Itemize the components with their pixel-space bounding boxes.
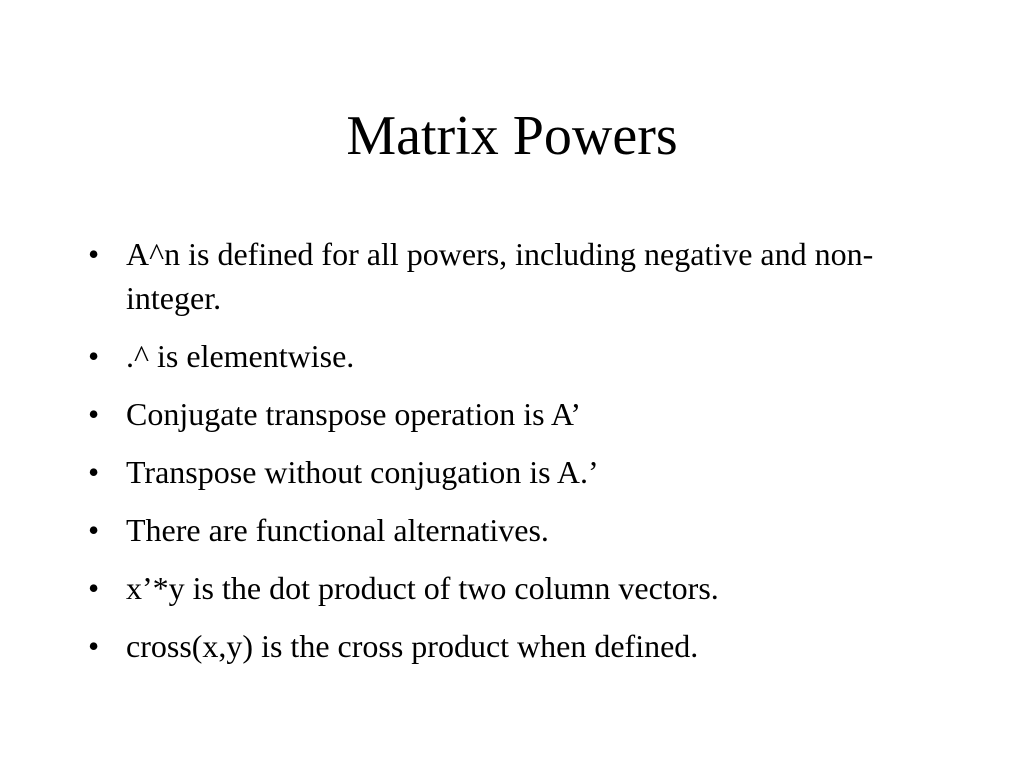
bullet-item-7 xyxy=(88,624,938,668)
bullet-text: There are functional alternatives. xyxy=(126,512,549,548)
bullet-item-1 xyxy=(88,232,938,320)
bullet-item-2 xyxy=(88,334,938,378)
bullet-icon: • xyxy=(88,396,100,432)
bullet-text: cross(x,y) is the cross product when defined. xyxy=(126,628,699,664)
bullet-text: .^ is elementwise. xyxy=(126,338,355,374)
bullet-icon: • xyxy=(88,628,100,664)
bullet-text: A^n is defined for all powers, including negative and non-integer. xyxy=(126,236,874,316)
bullet-icon: • xyxy=(88,338,100,374)
bullet-text: Conjugate transpose operation is A’ xyxy=(126,396,582,432)
bullet-icon: • xyxy=(88,512,100,548)
bullet-text: x’*y is the dot product of two column vectors. xyxy=(126,570,719,606)
bullet-item-6 xyxy=(88,566,938,610)
bullet-icon: • xyxy=(88,236,100,272)
bullet-text: Transpose without conjugation is A.’ xyxy=(126,454,599,490)
bullet-icon: • xyxy=(88,570,100,606)
bullet-item-3 xyxy=(88,392,938,436)
bullet-item-5 xyxy=(88,508,938,552)
bullet-list xyxy=(88,232,938,682)
slide-title: Matrix Powers xyxy=(346,105,678,167)
bullet-item-4 xyxy=(88,450,938,494)
bullet-icon: • xyxy=(88,454,100,490)
